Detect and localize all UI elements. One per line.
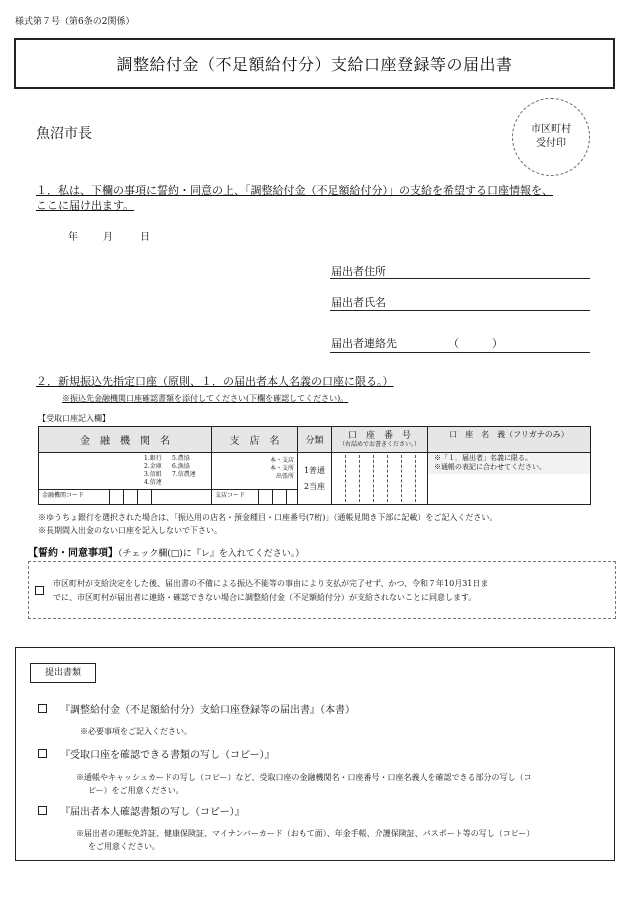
branch-type-3: 出張所 (275, 473, 294, 480)
account-type-cell[interactable] (298, 453, 332, 505)
date-day: 日 (140, 232, 150, 243)
section1-line1: １．私は、下欄の事項に誓約・同意の上、「調整給付金（不足額給付分）」の支給を希望する口座情報を、 (36, 184, 553, 197)
stamp-label-1: 市区町村 (531, 124, 571, 135)
pledge-text-1: 市区町村が支給決定をした後、届出書の不備による振込不能等の事由により支払が完了せず、かつ、令和７年10月31日ま (53, 579, 489, 588)
bank-type-2: 2.金庫 (144, 463, 162, 470)
pledge-box (28, 561, 616, 619)
bank-type-1: 1.銀行 (144, 455, 162, 462)
pledge-checkbox[interactable] (35, 586, 44, 595)
reception-stamp-area (512, 98, 590, 176)
account-type-2: 2当座 (303, 481, 326, 491)
holder-note-2: ※通帳の表記に合わせてください。 (434, 463, 546, 471)
form-number: 様式第７号（第6条の2関係） (15, 17, 135, 27)
doc1-note: ※必要事項をご記入ください。 (80, 727, 192, 736)
attach-note: ※振込先金融機関口座確認書類を添付してください(下欄を確認してください)。 (62, 394, 349, 403)
doc1-checkbox[interactable] (38, 704, 47, 713)
bank-type-3: 3.信組 (144, 471, 162, 478)
address-field-line[interactable] (330, 278, 590, 279)
date-year: 年 (68, 232, 78, 243)
branch-type-1: 本・支店 (269, 457, 294, 464)
bank-header: 金 融 機 関 名 (39, 427, 212, 453)
bank-type-5: 5.農協 (172, 455, 190, 462)
bank-code-label: 金融機関コード (42, 492, 85, 499)
doc2-note-1: ※通帳やキャッシュカードの写し（コピー）など、受取口座の金融機関名・口座番号・口座名義人を確認できる部分の写し（コ (76, 773, 532, 782)
account-header (332, 427, 428, 453)
contact-field-line[interactable] (330, 352, 590, 353)
doc2-checkbox[interactable] (38, 749, 47, 758)
date-month: 月 (103, 232, 113, 243)
bank-table-caption: 【受取口座記入欄】 (38, 414, 110, 423)
pledge-heading-bold: 【誓約・同意事項】 (28, 548, 118, 559)
section2-heading: ２．新規振込先指定口座（原則、１．の届出者本人名義の口座に限る。） (36, 375, 394, 388)
doc3-note-1: ※届出者の運転免許証、健康保険証、マイナンバーカード（おもて面）、年金手帳、介護保険証、パスポート等の写し（コピー） (76, 829, 535, 838)
page-title: 調整給付金（不足額給付分）支給口座登録等の届出書 (116, 55, 513, 74)
doc3-checkbox[interactable] (38, 806, 47, 815)
name-field-line[interactable] (330, 310, 590, 311)
doc1-title: 『調整給付金（不足額給付分）支給口座登録等の届出書』（本書） (60, 705, 355, 716)
pledge-text (53, 577, 613, 605)
recipient: 魚沼市長 (36, 126, 92, 142)
type-header: 分類 (298, 427, 332, 453)
pledge-text-2: でに、市区町村が届出者に連絡・確認できない場合に調整給付金（不足額給付分）が支給されないことに同意します。 (53, 593, 477, 602)
contact-label: 届出者連絡先 (331, 337, 397, 350)
branch-type-list (256, 457, 294, 481)
bank-type-6: 6.漁協 (172, 463, 190, 470)
holder-notes (428, 453, 590, 474)
doc2-note-2: ピー）をご用意ください。 (88, 786, 184, 795)
doc3-title: 『届出者本人確認書類の写し（コピー）』 (60, 807, 245, 818)
contact-paren: （ ） (448, 337, 503, 350)
branch-code-label: 支店コード (215, 492, 246, 499)
account-header-label: 口 座 番 号 (347, 430, 411, 441)
branch-type-2: 本・支所 (269, 465, 294, 472)
account-number-cell[interactable] (332, 453, 428, 505)
pledge-heading (28, 544, 304, 559)
bank-name-cell[interactable] (39, 453, 212, 505)
table-note-2: ※長期間入出金のない口座を記入しないで下さい。 (38, 526, 222, 535)
doc3-note-2: をご用意ください。 (88, 842, 160, 851)
title-box (14, 38, 615, 89)
account-type-1: 1普通 (303, 465, 326, 475)
holder-note-1: ※「１．届出者」名義に限る。 (434, 454, 532, 462)
bank-account-table (38, 426, 591, 505)
name-label: 届出者氏名 (331, 296, 386, 309)
bank-type-4: 4.信連 (144, 479, 162, 486)
account-header-sub: （右詰めでお書きください。） (338, 440, 420, 448)
branch-name-cell[interactable] (212, 453, 298, 505)
bank-type-7: 7.信農連 (172, 471, 196, 478)
address-label: 届出者住所 (331, 265, 386, 278)
holder-header: 口 座 名 義（フリガナのみ） (428, 427, 591, 453)
branch-header: 支 店 名 (212, 427, 298, 453)
pledge-heading-rest: （チェック欄(□)に『レ』を入れてください。） (118, 549, 305, 559)
doc2-title: 『受取口座を確認できる書類の写し（コピー）』 (60, 750, 275, 761)
holder-name-cell[interactable] (428, 453, 591, 505)
table-note-1: ※ゆうちょ銀行を選択された場合は、「振込用の店名・預金種目・口座番号(7桁)」（通帳見開き下部に記載）をご記入ください。 (38, 513, 498, 522)
section1-line2: ここに届け出ます。 (36, 199, 135, 212)
documents-box (15, 647, 615, 861)
documents-label: 提出書類 (30, 663, 96, 683)
stamp-label-2: 受付印 (536, 138, 566, 149)
